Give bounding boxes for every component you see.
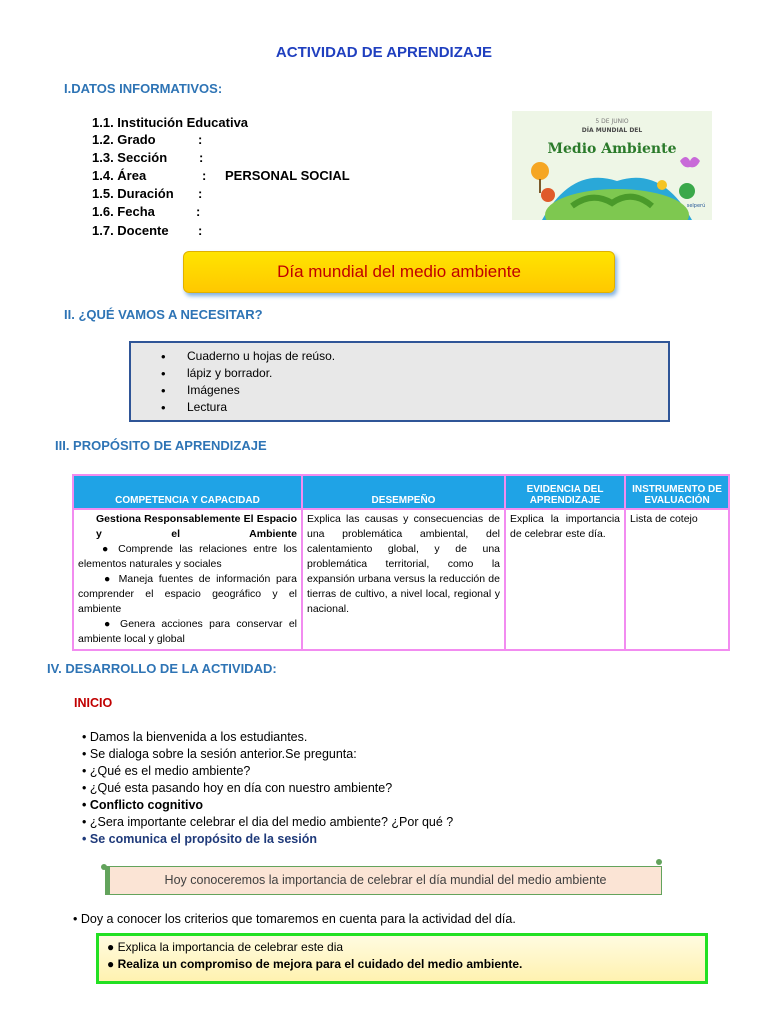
info-row-seccion: 1.3. Sección : bbox=[92, 150, 204, 165]
competencia-title: Gestiona Responsablemente El Espacio y el Ambiente bbox=[96, 513, 297, 540]
image-brand: selperú bbox=[686, 203, 706, 209]
info-row-fecha: 1.6. Fecha : bbox=[92, 204, 201, 219]
cell-competencia bbox=[73, 509, 302, 650]
area-value: PERSONAL SOCIAL bbox=[225, 168, 350, 183]
list-item: • Conflicto cognitivo bbox=[82, 798, 204, 812]
list-item: • Imágenes bbox=[161, 382, 335, 399]
info-row-institucion: 1.1. Institución Educativa bbox=[92, 115, 249, 130]
cell-evidencia: Explica la importancia de celebrar este día. bbox=[505, 509, 625, 650]
cell-desempeno: Explica las causas y consecuencias de una problemática ambiental, del calentamiento global, y de una problemática territorial, como la expansión urbana versus la reducción de tierras de cultivo, a nivel local, regional y nacional. bbox=[302, 509, 505, 650]
list-item: • Se dialoga sobre la sesión anterior.Se pregunta: bbox=[82, 747, 357, 761]
criteria-box bbox=[96, 933, 708, 984]
materials-list bbox=[161, 348, 335, 416]
table-header-row bbox=[73, 475, 729, 509]
table-row bbox=[73, 509, 729, 650]
list-item: • Damos la bienvenida a los estudiantes. bbox=[82, 730, 308, 744]
purpose-table bbox=[72, 474, 730, 651]
criteria-intro: • Doy a conocer los criterios que tomaremos en cuenta para la actividad del día. bbox=[73, 912, 516, 926]
capacidad-item: ● Genera acciones para conservar el ambiente local y global bbox=[78, 618, 297, 645]
list-item: • Cuaderno u hojas de reúso. bbox=[161, 348, 335, 365]
list-item: • Se comunica el propósito de la sesión bbox=[82, 832, 318, 846]
info-row-area: 1.4. Área : PERSONAL SOCIAL bbox=[92, 168, 350, 183]
list-item: • lápiz y borrador. bbox=[161, 365, 335, 382]
image-line1: DÍA MUNDIAL DEL bbox=[581, 127, 643, 134]
earth-environment-illustration bbox=[512, 111, 712, 220]
inicio-list bbox=[82, 729, 453, 848]
capacidad-item: ● Maneja fuentes de información para comprender el espacio geográfico y el ambiente bbox=[78, 573, 297, 615]
list-item: • ¿Sera importante celebrar el dia del medio ambiente? ¿Por qué ? bbox=[82, 815, 454, 829]
document-title: ACTIVIDAD DE APRENDIZAJE bbox=[275, 44, 493, 61]
section-heading-necesitar: II. ¿QUÉ VAMOS A NECESITAR? bbox=[64, 307, 263, 322]
section-heading-proposito: III. PROPÓSITO DE APRENDIZAJE bbox=[55, 438, 267, 453]
scroll-curl-icon bbox=[656, 859, 662, 865]
criteria-item: ● Realiza un compromiso de mejora para el cuidado del medio ambiente. bbox=[107, 957, 523, 971]
header-evidencia: EVIDENCIA DEL APRENDIZAJE bbox=[505, 475, 625, 509]
info-row-docente: 1.7. Docente : bbox=[92, 223, 203, 238]
session-purpose-box: Hoy conoceremos la importancia de celebrar el día mundial del medio ambiente bbox=[105, 866, 662, 895]
image-line2: Medio Ambiente bbox=[547, 141, 677, 157]
info-row-duracion: 1.5. Duración : bbox=[92, 186, 203, 201]
capacidad-item: ● Comprende las relaciones entre los elementos naturales y sociales bbox=[78, 543, 298, 570]
list-item: • Lectura bbox=[161, 399, 335, 416]
header-competencia: COMPETENCIA Y CAPACIDAD bbox=[73, 475, 302, 509]
info-row-grado: 1.2. Grado : bbox=[92, 132, 203, 147]
list-item: • ¿Qué es el medio ambiente? bbox=[82, 764, 251, 778]
session-title-banner: Día mundial del medio ambiente bbox=[183, 251, 615, 293]
materials-box bbox=[129, 341, 670, 422]
list-item: • ¿Qué esta pasando hoy en día con nuestro ambiente? bbox=[82, 781, 393, 795]
cell-instrumento: Lista de cotejo bbox=[625, 509, 729, 650]
header-instrumento: INSTRUMENTO DE EVALUACIÓN bbox=[625, 475, 729, 509]
criteria-item: ● Explica la importancia de celebrar este dia bbox=[107, 940, 344, 954]
inicio-label: INICIO bbox=[74, 696, 113, 710]
header-desempeno: DESEMPEÑO bbox=[302, 475, 505, 509]
section-heading-desarrollo: IV. DESARROLLO DE LA ACTIVIDAD: bbox=[47, 661, 277, 676]
image-date: 5 DE JUNIO bbox=[595, 118, 629, 125]
section-heading-datos: I.DATOS INFORMATIVOS: bbox=[64, 81, 223, 96]
